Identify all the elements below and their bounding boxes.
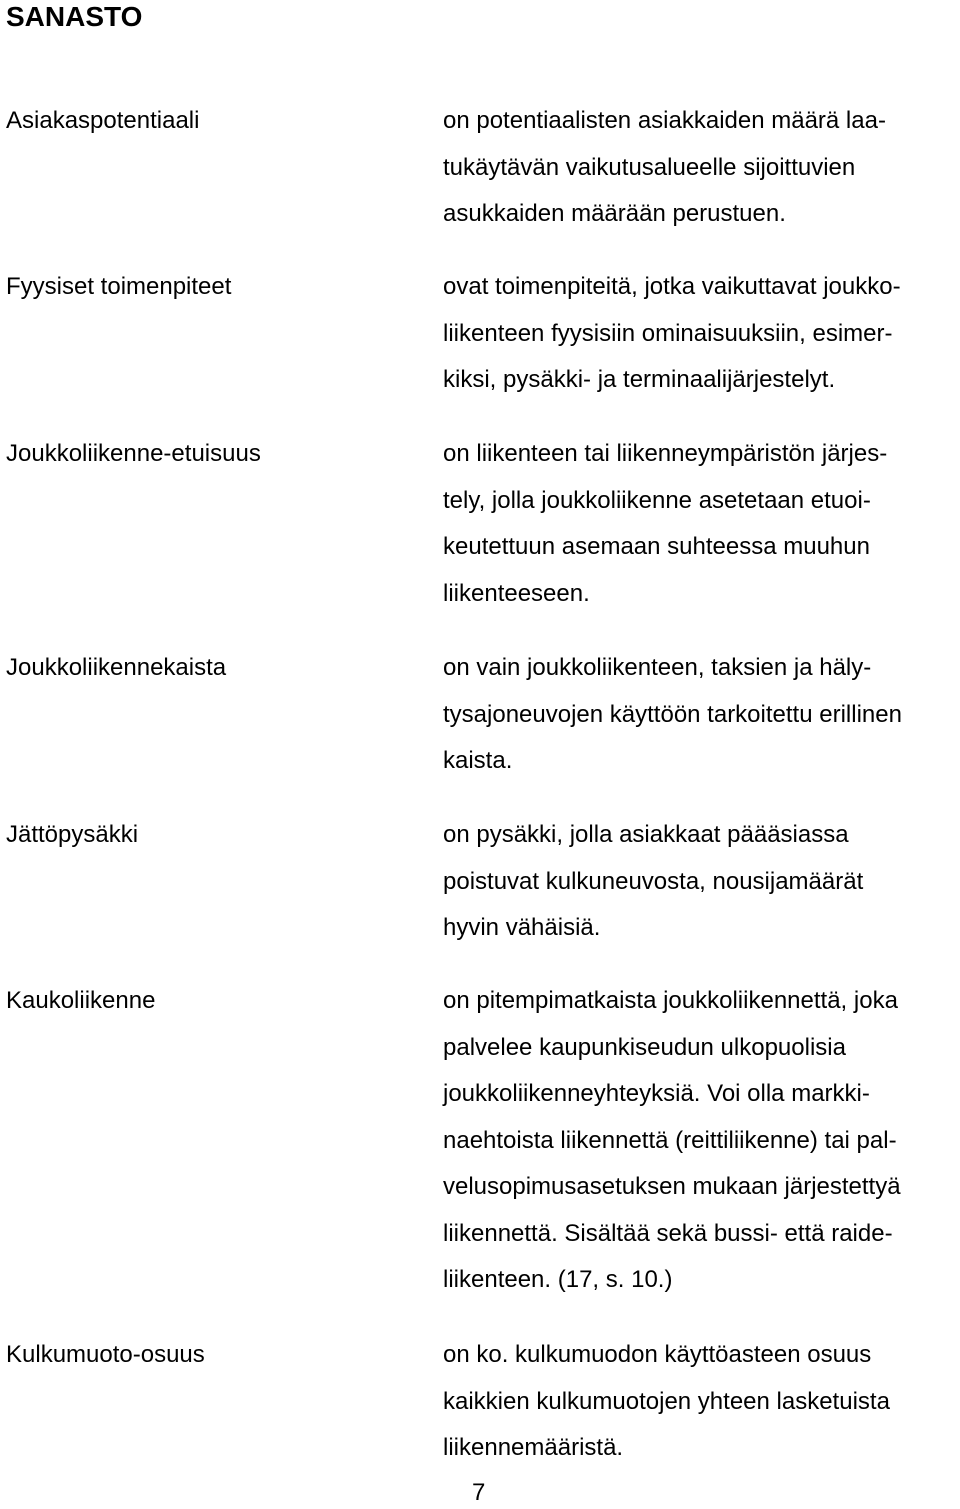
definition-line: palvelee kaupunkiseudun ulkopuolisia [443,1033,846,1061]
definition-line: asukkaiden määrään perustuen. [443,200,786,227]
definition-line: on vain joukkoliikenteen, taksien ja häly- [443,654,872,681]
definition-line: hyvin vähäisiä. [443,914,601,941]
glossary-term: Joukkoliikennekaista [6,654,227,681]
definition-line: velusopimusasetuksen mukaan järjestettyä [443,1173,901,1200]
definition-line: on ko. kulkumuodon käyttöasteen osuus [443,1341,872,1368]
definition-line: liikenteen fyysisiin ominaisuuksiin, esimer- [443,319,893,347]
glossary-definition [443,978,960,1304]
definition-line: on pitempimatkaista joukkoliikennettä, joka [443,987,898,1014]
definition-line: on potentiaalisten asiakkaiden määrä laa- [443,107,886,134]
definition-line: tely, jolla joukkoliikenne asetetaan etuoi- [443,486,871,514]
page-title: SANASTO [6,1,143,32]
glossary-definition [443,98,960,238]
glossary-definition [443,1332,960,1472]
definition-line: liikennettä. Sisältää sekä bussi- että raide- [443,1219,893,1247]
definition-line: liikennemääristä. [443,1434,624,1461]
definition-line: liikenteen. (17, s. 10.) [443,1266,673,1293]
definition-line: ovat toimenpiteitä, jotka vaikuttavat joukko- [443,273,901,300]
definition-line: liikenteeseen. [443,579,590,607]
definition-line: kiksi, pysäkki- ja terminaalijärjestelyt. [443,366,836,393]
glossary-term: Kaukoliikenne [6,987,156,1014]
definition-line: naehtoista liikennettä (reittiliikenne) tai pal- [443,1126,897,1154]
definition-line: tysajoneuvojen käyttöön tarkoitettu erillinen [443,700,902,728]
glossary-definition [443,812,960,952]
definition-line: kaikkien kulkumuotojen yhteen lasketuista [443,1387,890,1415]
glossary-definition [443,645,960,785]
glossary-definition [443,431,960,617]
glossary-definition [443,264,960,404]
glossary-term: Kulkumuoto-osuus [6,1341,205,1368]
glossary-term: Asiakaspotentiaali [6,107,200,134]
definition-line: tukäytävän vaikutusalueelle sijoittuvien [443,153,856,181]
definition-line: on liikenteen tai liikenneympäristön järjes- [443,440,888,467]
glossary-term: Jättöpysäkki [6,821,139,848]
definition-line: kaista. [443,747,513,774]
definition-line: on pysäkki, jolla asiakkaat päääsiassa [443,821,849,848]
definition-line: poistuvat kulkuneuvosta, nousijamäärät [443,867,864,895]
page-number: 7 [472,1479,486,1506]
glossary-term: Joukkoliikenne-etuisuus [6,440,261,467]
glossary-term: Fyysiset toimenpiteet [6,273,232,300]
definition-line: joukkoliikenneyhteyksiä. Voi olla markki- [443,1080,870,1107]
definition-line: keutettuun asemaan suhteessa muuhun [443,533,870,560]
